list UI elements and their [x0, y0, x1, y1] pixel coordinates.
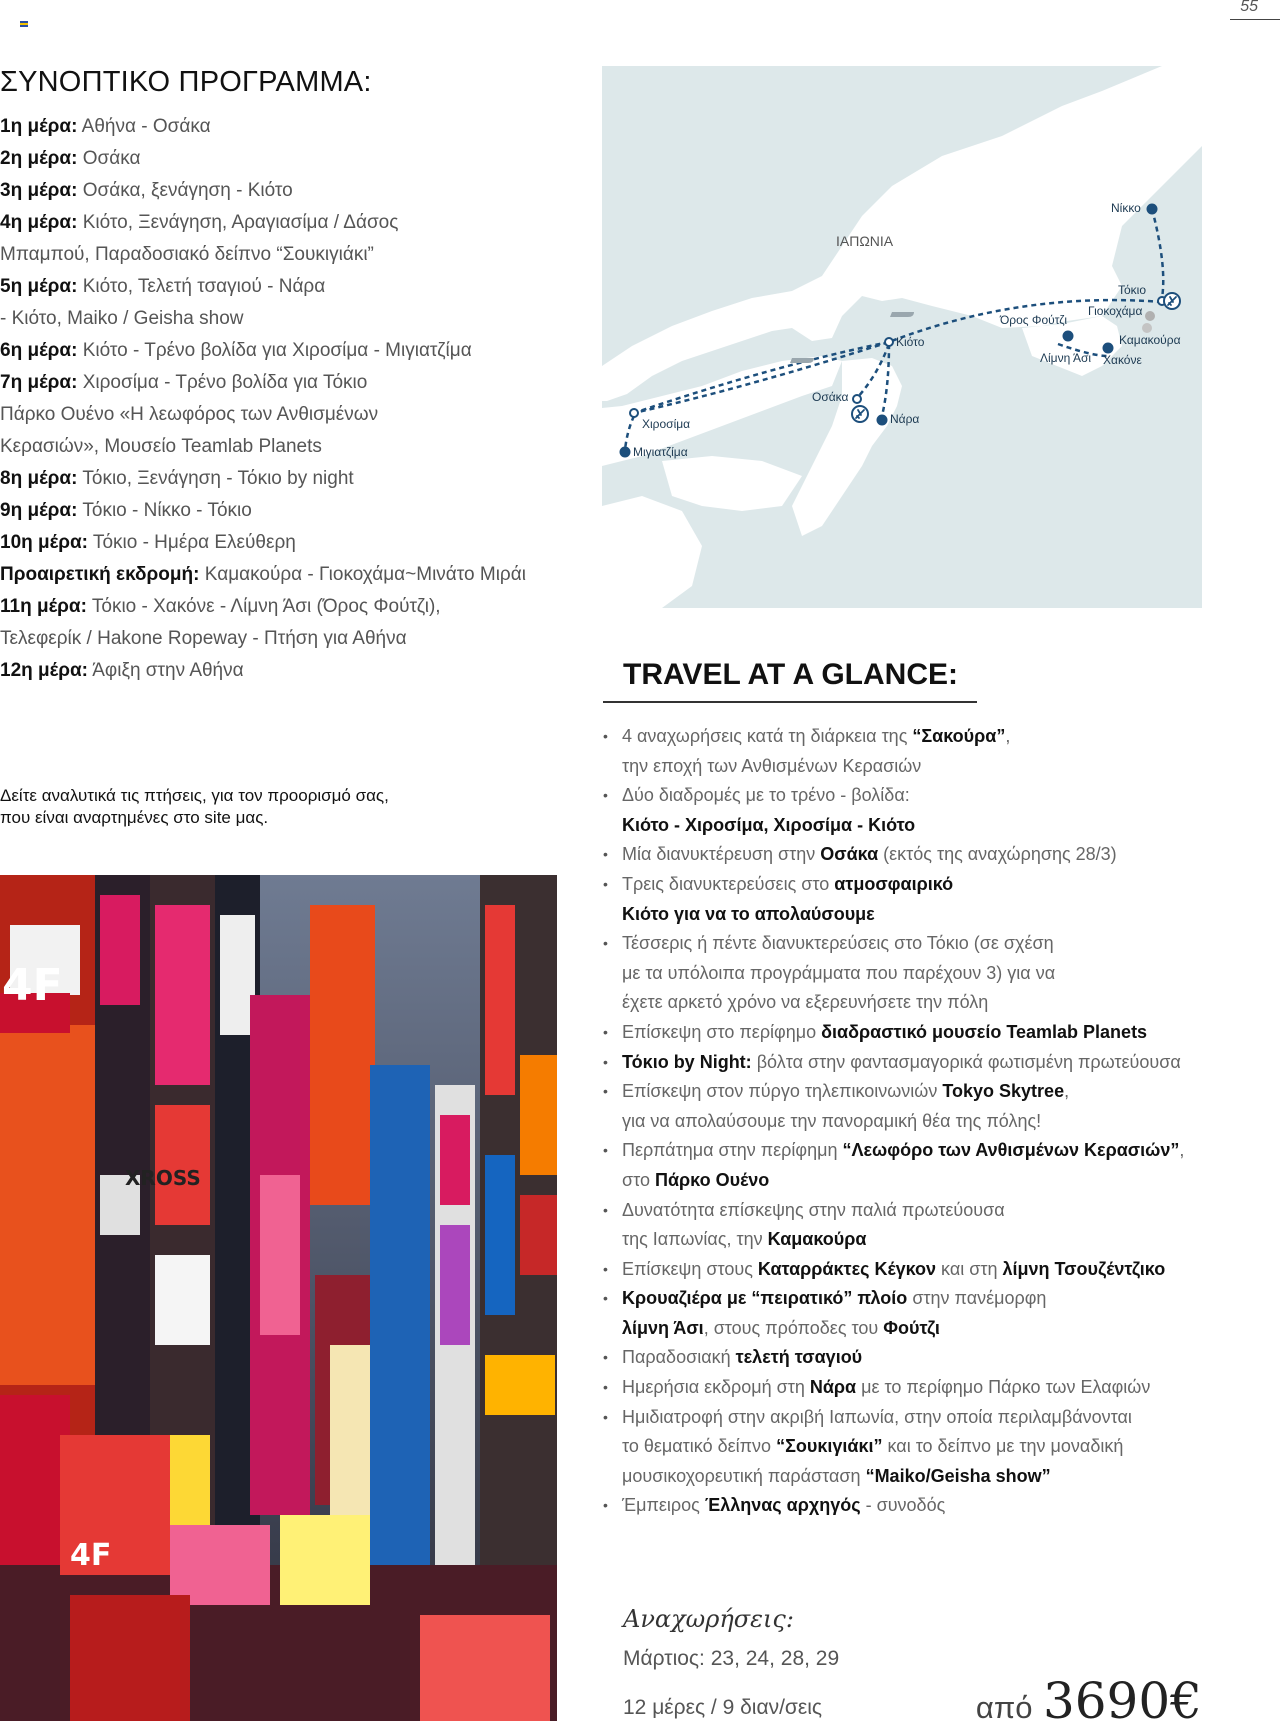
program-item — [0, 559, 570, 591]
departures-title: Αναχωρήσεις: — [623, 1605, 794, 1633]
price-value: 3690€ — [1042, 1672, 1202, 1730]
program-item — [0, 655, 570, 687]
glance-item — [603, 1491, 1243, 1521]
flights-note-line1: Δείτε αναλυτικά τις πτήσεις, για τον προορισμό σας, — [0, 786, 389, 805]
program-day-label: 10η μέρα: — [0, 532, 88, 553]
program-item — [0, 207, 570, 239]
label-ashi: Λίμνη Άσι — [1040, 351, 1092, 365]
nara-marker — [878, 416, 887, 425]
trip-duration: 12 μέρες / 9 διαν/σεις — [623, 1696, 823, 1719]
label-kyoto: Κιότο — [896, 335, 925, 349]
glance-item — [603, 1284, 1243, 1343]
program-day-text: Χιροσίμα - Τρένο βολίδα για Τόκιο — [77, 372, 368, 393]
glance-item-text: στην πανέμορφη — [907, 1288, 1047, 1309]
glance-item-text: Δύο διαδρομές με το τρένο - βολίδα: — [622, 785, 910, 806]
kamakura-marker — [1142, 323, 1152, 333]
program-item — [0, 271, 570, 303]
glance-item — [603, 1343, 1243, 1373]
glance-item-text: Τρεις διανυκτερεύσεις στο — [622, 873, 835, 894]
flag-mark — [20, 21, 28, 27]
glance-item-text: - συνοδός — [860, 1495, 946, 1516]
glance-item-highlight: Οσάκα — [820, 844, 879, 865]
program-day-text: Πάρκο Ουένο «Η λεωφόρος των Ανθισμένων — [0, 404, 379, 425]
program-day-label: Προαιρετική εκδρομή: — [0, 564, 200, 585]
program-item — [0, 527, 570, 559]
glance-item-highlight: ατμοσφαιρικό — [834, 873, 954, 894]
train-icon — [890, 312, 914, 317]
glance-item-text: Παραδοσιακή — [622, 1347, 736, 1368]
program-item — [0, 143, 570, 175]
glance-item — [603, 1373, 1243, 1403]
glance-list — [603, 722, 1243, 1521]
yokohama-marker — [1145, 311, 1155, 321]
page-number-rule — [1230, 19, 1280, 20]
miyajima-marker — [621, 448, 630, 457]
program-item — [0, 623, 570, 655]
glance-item-highlight: Κρουαζιέρα με “πειρατικό” πλοίο — [622, 1288, 908, 1309]
label-tokyo: Τόκιο — [1118, 283, 1147, 297]
program-day-text: - Κιότο, Maiko / Geisha show — [0, 308, 244, 329]
glance-item — [603, 870, 1243, 929]
program-day-label: 5η μέρα: — [0, 276, 78, 297]
label-nara: Νάρα — [890, 412, 920, 426]
glance-item-text: , — [1005, 726, 1011, 746]
program-day-label: 7η μέρα: — [0, 372, 78, 393]
route-nikko-tokyo — [1152, 209, 1163, 298]
glance-item-text: Επίσκεψη στο περίφημο — [622, 1021, 822, 1042]
program-day-text: Τελεφερίκ / Hakone Ropeway - Πτήση για Αθήνα — [0, 628, 407, 649]
glance-item-highlight: Κιότο για να το απολαύσουμε — [622, 903, 875, 924]
glance-item-highlight: Πάρκο Ουένο — [654, 1169, 770, 1190]
glance-item-highlight: διαδραστικό μουσείο Teamlab Planets — [821, 1021, 1148, 1042]
program-day-text: Τόκιο - Νίκκο - Τόκιο — [77, 500, 252, 521]
glance-item-highlight: “Λεωφόρο των Ανθισμένων Κερασιών” — [842, 1140, 1180, 1161]
glance-item-highlight: Έλληνας αρχηγός — [704, 1495, 861, 1516]
glance-item-text: Μία διανυκτέρευση στην — [622, 844, 821, 865]
route-kyoto-hiroshima — [634, 342, 889, 413]
glance-item-highlight: “Σακούρα” — [912, 726, 1006, 746]
program-list — [0, 111, 570, 687]
flights-note-line2: που είναι αναρτημένες στο site μας. — [0, 808, 269, 827]
flights-note — [0, 785, 520, 829]
svg-text:4F: 4F — [2, 960, 63, 1011]
program-day-text: Μπαμπού, Παραδοσιακό δείπνο “Σουκιγιάκι” — [0, 244, 374, 265]
label-kamakura: Καμακούρα — [1119, 333, 1181, 347]
glance-item-text: Τέσσερις ή πέντε διανυκτερεύσεις στο Τόκιο (σε σχέση — [622, 933, 1054, 954]
program-item — [0, 175, 570, 207]
glance-item — [603, 1255, 1243, 1285]
glance-item — [603, 1403, 1243, 1492]
glance-item — [603, 1077, 1243, 1136]
program-item — [0, 591, 570, 623]
label-miyajima: Μιγιατζίμα — [633, 445, 688, 459]
price-from-label: από — [975, 1690, 1033, 1725]
program-item — [0, 111, 570, 143]
glance-item-text: Ημιδιατροφή στην ακριβή Ιαπωνία, στην οποία περιλαμβάνονται — [622, 1406, 1132, 1427]
osaka-marker — [853, 395, 861, 403]
glance-item-text: Έμπειρος — [622, 1495, 705, 1516]
program-day-label: 12η μέρα: — [0, 660, 88, 681]
program-day-text: Κιότο, Ξενάγηση, Αραγιασίμα / Δάσος — [77, 212, 399, 233]
program-day-label: 2η μέρα: — [0, 148, 78, 169]
glance-item — [603, 840, 1243, 870]
program-day-label: 11η μέρα: — [0, 596, 87, 617]
glance-item-text: το θεματικό δείπνο — [622, 1436, 777, 1457]
glance-item-text: Επίσκεψη στους — [622, 1258, 758, 1279]
glance-item-text: , — [1064, 1081, 1070, 1102]
glance-item-highlight: λίμνη Άσι — [622, 1317, 704, 1338]
label-country: ΙΑΠΩΝΙΑ — [836, 233, 894, 249]
glance-item-text: της Ιαπωνίας, την — [622, 1229, 768, 1250]
glance-title-rule — [603, 701, 977, 703]
glance-item-text: , — [1179, 1140, 1185, 1161]
glance-item-highlight: “Σουκιγιάκι” — [776, 1436, 883, 1457]
departure-dates: Μάρτιος: 23, 24, 28, 29 — [623, 1647, 840, 1670]
program-day-label: 3η μέρα: — [0, 180, 78, 201]
glance-item — [603, 1018, 1243, 1048]
glance-item-highlight: “Maiko/Geisha show” — [865, 1465, 1051, 1486]
label-osaka: Οσάκα — [812, 390, 849, 404]
glance-item-text: με το περίφημο Πάρκο των Ελαφιών — [856, 1377, 1151, 1398]
glance-item-text: 4 αναχωρήσεις κατά τη διάρκεια της — [622, 726, 913, 746]
glance-item — [603, 1196, 1243, 1255]
glance-item-text: Επίσκεψη στον πύργο τηλεπικοινωνιών — [622, 1081, 943, 1102]
route-kyoto-osaka — [857, 344, 889, 398]
glance-item-text: , στους πρόποδες του — [703, 1317, 884, 1338]
program-section — [0, 66, 570, 687]
program-item — [0, 431, 570, 463]
program-item — [0, 367, 570, 399]
glance-item-highlight: λίμνη Τσουζέντζικο — [1002, 1258, 1166, 1279]
glance-item-highlight: Νάρα — [809, 1377, 857, 1398]
glance-item-highlight: τελετή τσαγιού — [735, 1347, 863, 1368]
program-item — [0, 463, 570, 495]
nikko-marker — [1148, 205, 1157, 214]
glance-item-text: για να απολαύσουμε την πανοραμική θέα της πόλης! — [622, 1110, 1042, 1131]
glance-item-highlight: Κιότο - Χιροσίμα, Χιροσίμα - Κιότο — [622, 814, 916, 835]
glance-item-text: Περπάτημα στην περίφημη — [622, 1140, 843, 1161]
hiroshima-marker — [630, 409, 638, 417]
page-number: 55 — [1240, 0, 1258, 15]
glance-item-text: με τα υπόλοιπα προγράμματα που παρέχουν 3) για να — [622, 962, 1056, 983]
glance-item-text: την εποχή των Ανθισμένων Κερασιών — [622, 755, 922, 776]
glance-item-highlight: Τόκιο by Night: — [622, 1051, 752, 1072]
program-day-text: Άφιξη στην Αθήνα — [87, 660, 244, 681]
glance-item — [603, 1048, 1243, 1078]
program-day-label: 4η μέρα: — [0, 212, 78, 233]
glance-item-highlight: Καταρράκτες Κέγκον — [757, 1258, 937, 1279]
program-day-text: Τόκιο - Ημέρα Ελεύθερη — [87, 532, 296, 553]
program-item — [0, 495, 570, 527]
fuji-marker — [1064, 332, 1073, 341]
program-item — [0, 239, 570, 271]
glance-item-text: και στη — [936, 1258, 1003, 1279]
glance-item-text: Ημερήσια εκδρομή στη — [622, 1377, 810, 1398]
glance-item-text: (εκτός της αναχώρησης 28/3) — [878, 844, 1117, 865]
program-day-label: 6η μέρα: — [0, 340, 78, 361]
program-title: ΣΥΝΟΠΤΙΚΟ ΠΡΟΓΡΑΜΜΑ: — [0, 66, 372, 98]
glance-item-text: στο — [622, 1169, 655, 1190]
program-day-text: Κιότο - Τρένο βολίδα για Χιροσίμα - Μιγιατζίμα — [77, 340, 472, 361]
glance-item-text: μουσικοχορευτική παράσταση — [622, 1465, 866, 1486]
glance-item-text: και το δείπνο με την μοναδική — [882, 1436, 1124, 1457]
glance-item — [603, 1136, 1243, 1195]
route-map — [602, 66, 1202, 608]
glance-item-highlight: Φούτζι — [883, 1317, 940, 1338]
label-hakone: Χακόνε — [1103, 353, 1142, 367]
svg-text:XROSS: XROSS — [125, 1166, 201, 1190]
label-nikko: Νίκκο — [1111, 201, 1141, 215]
program-day-text: Οσάκα, ξενάγηση - Κιότο — [77, 180, 293, 201]
kyoto-marker — [885, 338, 893, 346]
program-item — [0, 303, 570, 335]
train-icon — [790, 358, 814, 363]
label-fuji: Όρος Φούτζι — [1000, 313, 1068, 327]
hakone-marker — [1104, 344, 1113, 353]
glance-item-text: έχετε αρκετό χρόνο να εξερευνήσετε την πόλη — [622, 992, 989, 1013]
tokyo-street-photo — [0, 875, 557, 1721]
program-day-label: 8η μέρα: — [0, 468, 78, 489]
program-day-text: Τόκιο, Ξενάγηση - Τόκιο by night — [77, 468, 354, 489]
glance-item — [603, 722, 1243, 781]
program-day-text: Καμακούρα - Γιοκοχάμα~Μινάτο Μιράι — [199, 564, 526, 585]
price-block — [976, 1672, 1202, 1730]
glance-item — [603, 929, 1243, 1018]
glance-item-highlight: Tokyo Skytree — [942, 1081, 1065, 1102]
glance-item — [603, 781, 1243, 840]
program-day-text: Κιότο, Τελετή τσαγιού - Νάρα — [77, 276, 326, 297]
glance-title: TRAVEL AT A GLANCE: — [623, 658, 958, 691]
glance-item-highlight: Καμακούρα — [767, 1229, 867, 1250]
program-day-label: 9η μέρα: — [0, 500, 78, 521]
glance-item-text: Δυνατότητα επίσκεψης στην παλιά πρωτεύουσα — [622, 1199, 1005, 1220]
program-day-text: Τόκιο - Χακόνε - Λίμνη Άσι (Όρος Φούτζι), — [86, 596, 441, 617]
label-hiroshima: Χιροσίμα — [642, 417, 691, 431]
program-day-text: Αθήνα - Οσάκα — [77, 116, 211, 137]
program-day-text: Κερασιών», Μουσείο Teamlab Planets — [0, 436, 322, 457]
program-item — [0, 399, 570, 431]
program-day-label: 1η μέρα: — [0, 116, 78, 137]
program-day-text: Οσάκα — [77, 148, 141, 169]
program-item — [0, 335, 570, 367]
glance-item-text: βόλτα στην φαντασμαγορικά φωτισμένη πρωτεύουσα — [751, 1051, 1181, 1072]
label-yokohama: Γιοκοχάμα — [1088, 304, 1143, 318]
svg-text:4F: 4F — [70, 1538, 112, 1573]
